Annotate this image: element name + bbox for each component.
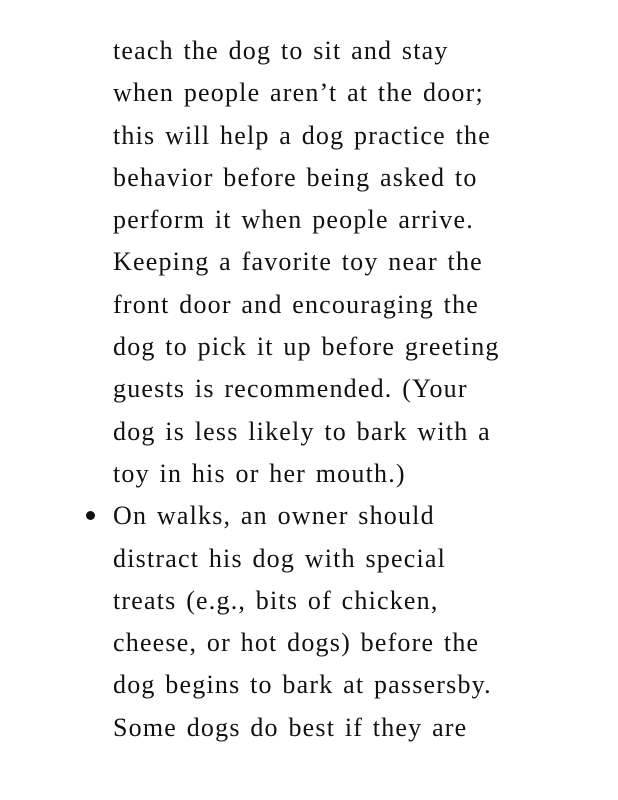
bullet-list-item [113, 495, 593, 537]
text-line: when people aren’t at the door; [113, 78, 484, 108]
text-line: cheese, or hot dogs) before the [113, 628, 480, 658]
text-line: distract his dog with special [113, 543, 447, 573]
text-line: dog to pick it up before greeting [113, 332, 500, 362]
text-line: toy in his or her mouth.) [113, 458, 406, 488]
text-line: this will help a dog practice the [113, 120, 491, 150]
text-line: teach the dog to sit and stay [113, 36, 449, 65]
bullet-icon [86, 511, 95, 520]
text-line: On walks, an owner should [113, 501, 435, 531]
text-line: dog begins to bark at passersby. [113, 670, 492, 700]
text-line: Some dogs do best if they are [113, 712, 468, 742]
text-line: front door and encouraging the [113, 289, 480, 319]
text-line: dog is less likely to bark with a [113, 416, 491, 446]
text-line: behavior before being asked to [113, 162, 478, 192]
text-line: guests is recommended. (Your [113, 374, 468, 404]
body-text [113, 30, 593, 749]
text-line: Keeping a favorite toy near the [113, 247, 483, 277]
text-line: perform it when people arrive. [113, 205, 474, 235]
text-line: treats (e.g., bits of chicken, [113, 585, 439, 615]
